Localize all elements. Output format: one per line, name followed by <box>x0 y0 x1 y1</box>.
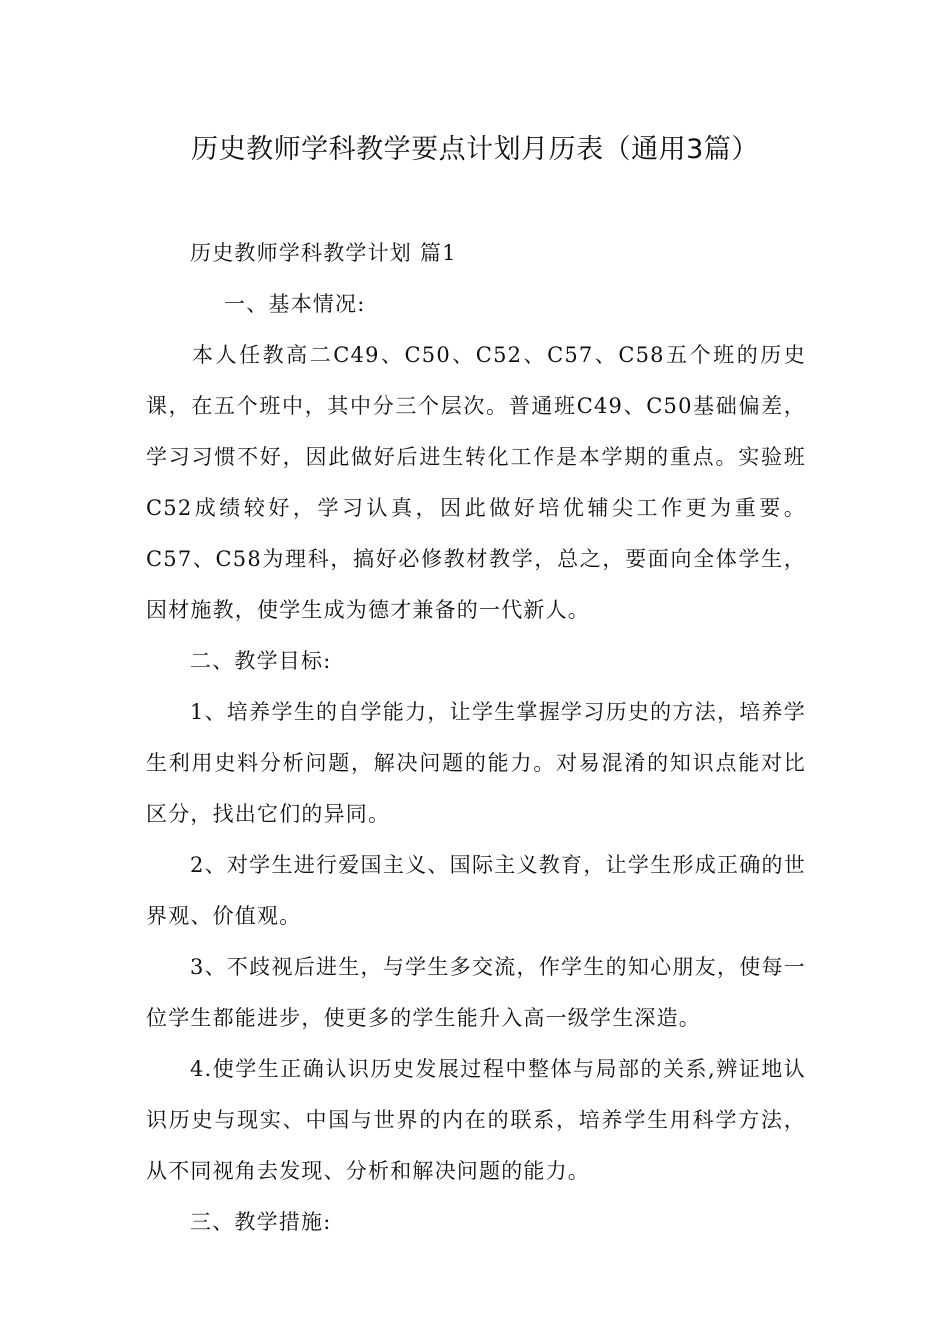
section-heading: 历史教师学科教学计划 篇1 <box>190 241 457 265</box>
goal-item-1: 1、培养学生的自学能力，让学生掌握学习历史的方法，培养学生利用史料分析问题，解决问题的能力。对易混淆的知识点能对比区分，找出它们的异同。 <box>146 700 806 826</box>
paragraph-basic-situation: 本人任教高二C49、C50、C52、C57、C58五个班的历史课，在五个班中，其中分三个层次。普通班C49、C50基础偏差，学习习惯不好，因此做好后进生转化工作是本学期的重点。实验班C52成绩较好，学习认真，因此做好培优辅尖工作更为重要。C57、C58为理科，搞好必修教材教学，总之，要面向全体学生，因材施教，使学生成为德才兼备的一代新人。 <box>146 343 806 622</box>
document-body <box>146 228 806 1248</box>
heading-teaching-goals: 二、教学目标: <box>190 649 332 673</box>
document-title: 历史教师学科教学要点计划月历表（通用3篇） <box>191 134 759 165</box>
heading-basic-situation: 一、基本情况: <box>224 292 366 316</box>
goal-item-2: 2、对学生进行爱国主义、国际主义教育，让学生形成正确的世界观、价值观。 <box>146 853 806 928</box>
heading-teaching-measures: 三、教学措施: <box>190 1210 332 1234</box>
goal-item-3: 3、不歧视后进生，与学生多交流，作学生的知心朋友，使每一位学生都能进步，使更多的学生能升入高一级学生深造。 <box>146 955 806 1030</box>
goal-item-4: 4.使学生正确认识历史发展过程中整体与局部的关系,辨证地认识历史与现实、中国与世界的内在的联系，培养学生用科学方法，从不同视角去发现、分析和解决问题的能力。 <box>146 1057 806 1183</box>
